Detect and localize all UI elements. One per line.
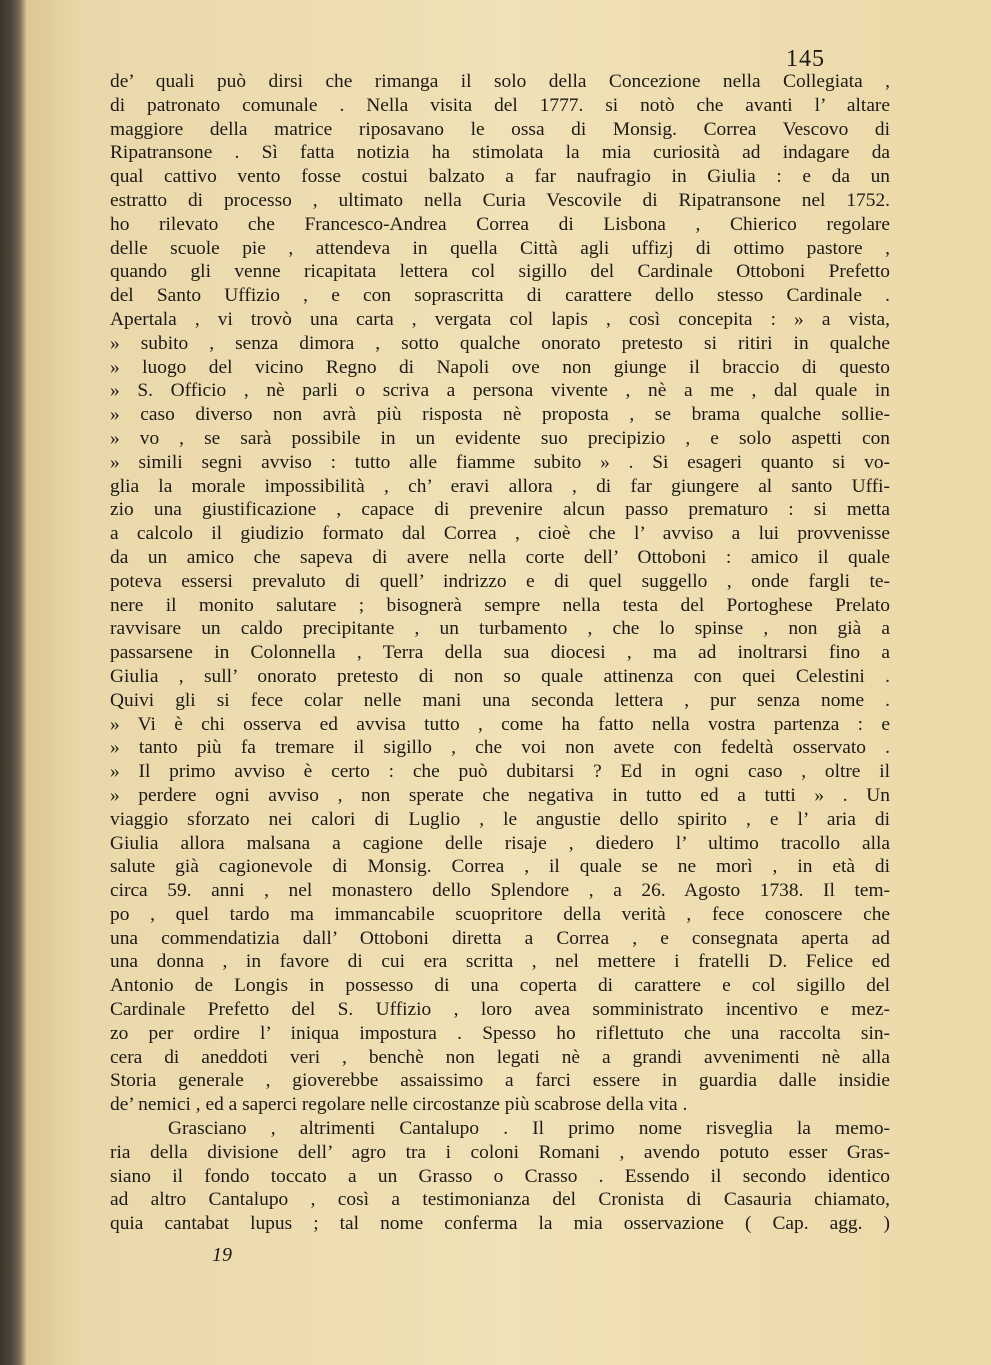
text-line: estratto di processo , ultimato nella Curia Vescovile di Ripatransone nel 1752. bbox=[110, 189, 890, 211]
text-line: zo per ordire l’ iniqua impostura . Spesso ho riflettuto che una raccolta sin- bbox=[110, 1022, 890, 1044]
text-line: ad altro Cantalupo , così a testimonianza del Cronista di Casauria chiamato, bbox=[110, 1189, 890, 1211]
text-line: » S. Officio , nè parli o scriva a persona vivente , nè a me , dal quale in bbox=[110, 380, 890, 402]
text-line: » Il primo avviso è certo : che può dubitarsi ? Ed in ogni caso , oltre il bbox=[110, 761, 890, 783]
text-line: qual cattivo vento fosse costui balzato a far naufragio in Giulia : e da un bbox=[110, 166, 890, 188]
signature-mark: 19 bbox=[212, 1244, 232, 1266]
text-line: » subito , senza dimora , sotto qualche onorato pretesto si ritiri in qualche bbox=[110, 332, 890, 354]
text-line: » vo , se sarà possibile in un evidente suo precipizio , e solo aspetti con bbox=[110, 427, 890, 449]
text-line: nere il monito salutare ; bisognerà sempre nella testa del Portoghese Prelato bbox=[110, 594, 890, 616]
text-line: poteva essersi prevaluto di quell’ indrizzo e di quel suggello , onde fargli te- bbox=[110, 570, 890, 592]
text-line: » simili segni avviso : tutto alle fiamme subito » . Si esageri quanto si vo- bbox=[110, 451, 890, 473]
text-line: de’ quali può dirsi che rimanga il solo della Concezione nella Collegiata , bbox=[110, 71, 890, 92]
text-line: Apertala , vi trovò una carta , vergata col lapis , così concepita : » a vista, bbox=[110, 308, 890, 330]
text-line: una commendatizia dall’ Ottoboni diretta a Correa , e consegnata aperta ad bbox=[110, 927, 890, 949]
text-line: de’ nemici , ed a saperci regolare nelle circostanze più scabrose della vita . bbox=[110, 1094, 688, 1116]
text-line: di patronato comunale . Nella visita del 1777. si notò che avanti l’ altare bbox=[110, 94, 890, 116]
text-line: » tanto più fa tremare il sigillo , che voi non avete con fedeltà osservato . bbox=[110, 737, 890, 759]
text-line: del Santo Uffizio , e con soprascritta di carattere dello stesso Cardinale . bbox=[110, 285, 890, 307]
book-page bbox=[26, 0, 991, 1365]
text-line: da un amico che sapeva di avere nella corte dell’ Ottoboni : amico il quale bbox=[110, 546, 890, 568]
text-line: quando gli venne ricapitata lettera col sigillo del Cardinale Ottoboni Prefetto bbox=[110, 261, 890, 283]
text-line: a calcolo il giudizio formato dal Correa , cioè che l’ avviso a lui provvenisse bbox=[110, 523, 890, 545]
text-line: ravvisare un caldo precipitante , un turbamento , che lo spinse , non già a bbox=[110, 618, 890, 640]
text-line: Giulia , sull’ onorato pretesto di non so quale attinenza con quei Celestini . bbox=[110, 665, 890, 687]
text-line: Quivi gli si fece colar nelle mani una seconda lettera , pur senza nome . bbox=[110, 689, 890, 711]
text-line: » perdere ogni avviso , non sperate che negativa in tutto ed a tutti » . Un bbox=[110, 784, 890, 806]
text-line: circa 59. anni , nel monastero dello Splendore , a 26. Agosto 1738. Il tem- bbox=[110, 880, 890, 902]
body-text bbox=[110, 70, 890, 1236]
text-line: » caso diverso non avrà più risposta nè proposta , se brama qualche sollie- bbox=[110, 404, 890, 426]
text-line: siano il fondo toccato a un Grasso o Crasso . Essendo il secondo identico bbox=[110, 1165, 890, 1187]
text-line: ria della divisione dell’ agro tra i coloni Romani , avendo potuto esser Gras- bbox=[110, 1141, 890, 1163]
text-line: Antonio de Longis in possesso di una coperta di carattere e col sigillo del bbox=[110, 975, 890, 997]
text-line: zio una giustificazione , capace di prevenire alcun passo prematuro : si metta bbox=[110, 499, 890, 521]
text-line: viaggio sforzato nei calori di Luglio , le angustie dello spirito , e l’ aria di bbox=[110, 808, 890, 830]
text-line: ho rilevato che Francesco-Andrea Correa di Lisbona , Chierico regolare bbox=[110, 213, 890, 235]
text-line: quia cantabat lupus ; tal nome conferma la mia osservazione ( Cap. agg. ) bbox=[110, 1213, 890, 1235]
text-line: » Vi è chi osserva ed avvisa tutto , come ha fatto nella vostra partenza : e bbox=[110, 713, 890, 735]
text-line: Cardinale Prefetto del S. Uffizio , loro avea somministrato incentivo e mez- bbox=[110, 999, 890, 1021]
text-line: maggiore della matrice riposavano le ossa di Monsig. Correa Vescovo di bbox=[110, 118, 890, 140]
text-line: salute già cagionevole di Monsig. Correa , il quale se ne morì , in età di bbox=[110, 856, 890, 878]
text-line: » luogo del vicino Regno di Napoli ove non giunge il braccio di questo bbox=[110, 356, 890, 378]
text-line: passarsene in Colonnella , Terra della sua diocesi , ma ad inoltrarsi fino a bbox=[110, 642, 890, 664]
text-line: po , quel tardo ma immancabile scuopritore della verità , fece conoscere che bbox=[110, 903, 890, 925]
text-line: Storia generale , gioverebbe assaissimo a farci essere in guardia dalle insidie bbox=[110, 1070, 890, 1092]
page-number: 145 bbox=[786, 46, 825, 72]
text-line: Grasciano , altrimenti Cantalupo . Il primo nome risveglia la memo- bbox=[168, 1118, 890, 1140]
text-line: Ripatransone . Sì fatta notizia ha stimolata la mia curiosità ad indagare da bbox=[110, 142, 890, 164]
text-line: glia la morale impossibilità , ch’ eravi allora , di far giungere al santo Uffi- bbox=[110, 475, 890, 497]
text-line: una donna , in favore di cui era scritta , nel mettere i fratelli D. Felice ed bbox=[110, 951, 890, 973]
text-line: Giulia allora malsana a cagione delle risaje , diedero l’ ultimo tracollo alla bbox=[110, 832, 890, 854]
text-line: cera di aneddoti veri , benchè non legati nè a grandi avvenimenti nè alla bbox=[110, 1046, 890, 1068]
book-spine-shadow bbox=[0, 0, 26, 1365]
text-line: delle scuole pie , attendeva in quella Città agli uffizj di ottimo pastore , bbox=[110, 237, 890, 259]
